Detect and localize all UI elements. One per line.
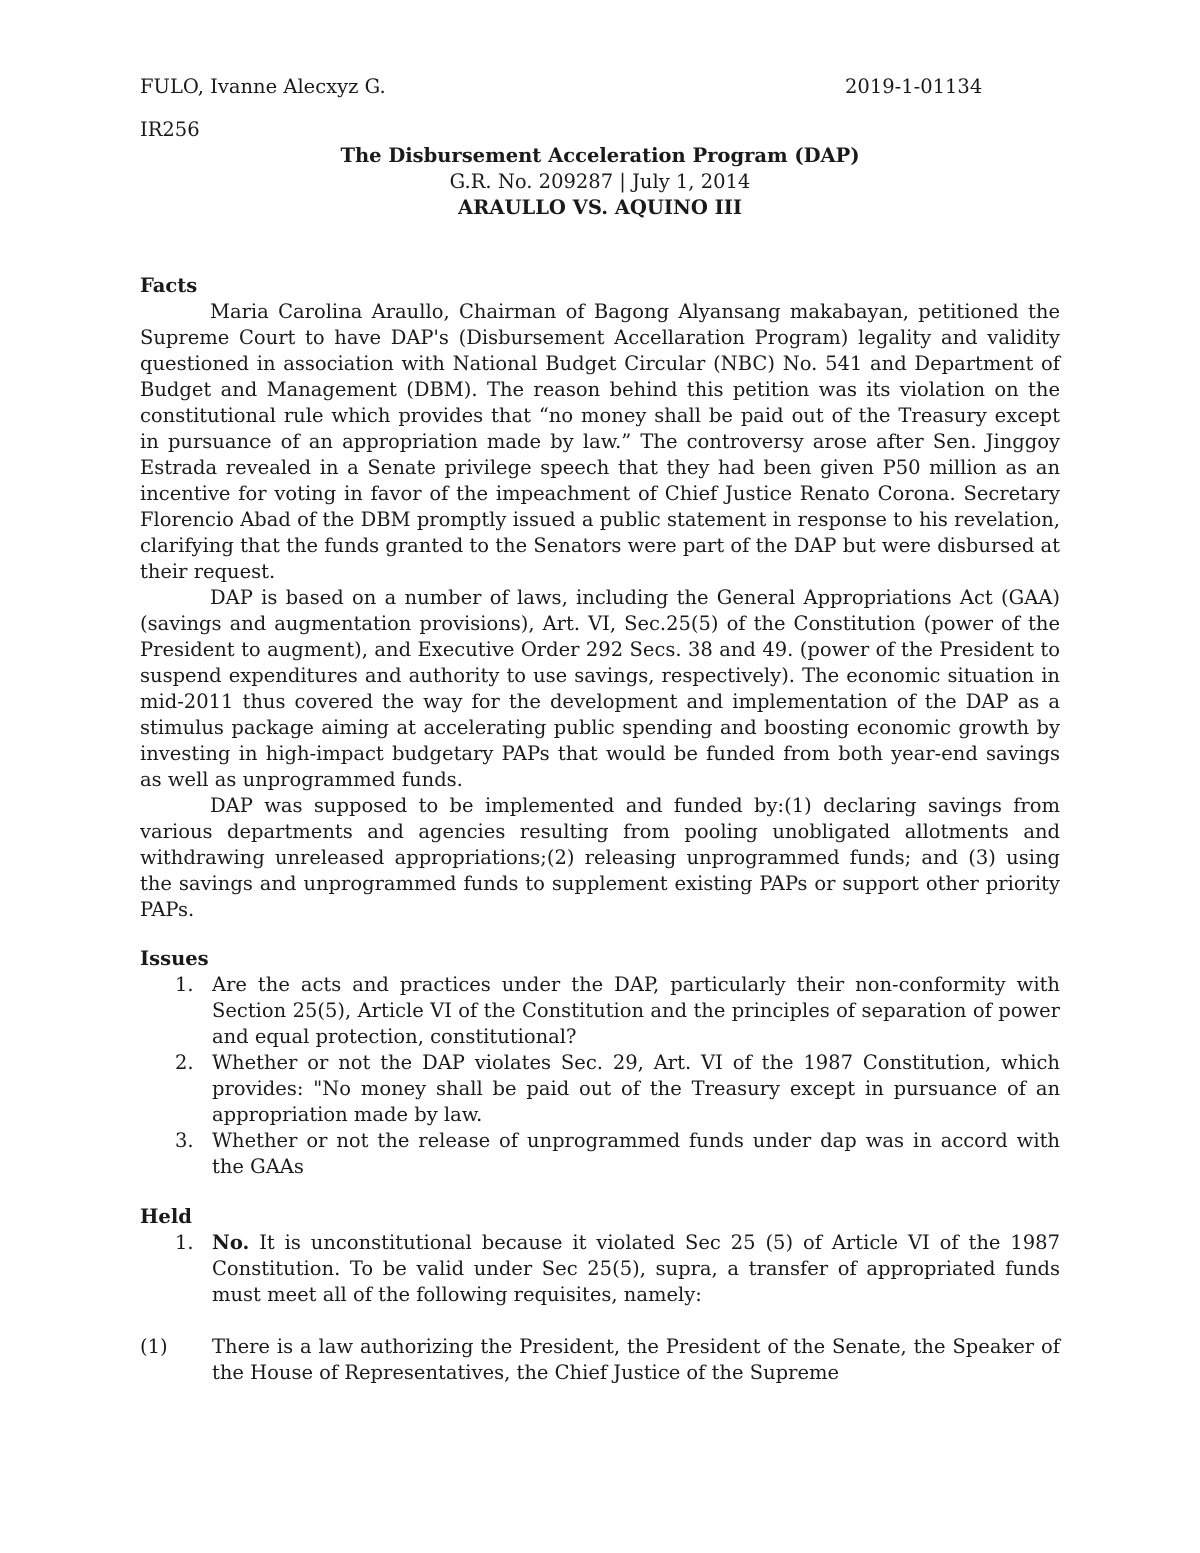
- facts-paragraph: DAP was supposed to be implemented and funded by:(1) declaring savings from various departments and agencies resulting from pooling unobligated allotments and withdrawing unreleased appropriations;(2) releasing unprogrammed funds; and (3) using the savings and unprogrammed funds to supplement existing PAPs or support other priority PAPs.: [140, 794, 1060, 921]
- requisite-item: [140, 1334, 1060, 1386]
- issue-text: Whether or not the DAP violates Sec. 29, Art. VI of the 1987 Constitution, which provides: "No money shall be paid out of the Treasury except in pursuance of an appropriation made by law.: [212, 1051, 1060, 1126]
- issue-text: Whether or not the release of unprogrammed funds under dap was in accord with the GAAs: [212, 1129, 1060, 1178]
- course-code: IR256: [140, 118, 200, 141]
- student-number: 2019-1-01134: [845, 75, 983, 98]
- issue-number: 1.: [175, 973, 194, 996]
- held-number: 1.: [175, 1231, 194, 1254]
- facts-paragraph: DAP is based on a number of laws, including the General Appropriations Act (GAA) (savings and augmentation provisions), Art. VI, Sec.25(5) of the Constitution (power of the President to augment), and Executive Order 292 Secs. 38 and 49. (power of the President to suspend expenditures and authority to use savings, respectively). The economic situation in mid-2011 thus covered the way for the development and implementation of the DAP as a stimulus package aiming at accelerating public spending and boosting economic growth by investing in high-impact budgetary PAPs that would be funded from both year-end savings as well as unprogrammed funds.: [140, 586, 1060, 791]
- student-name: FULO, Ivanne Alecxyz G.: [140, 75, 386, 98]
- held-answer: No.: [212, 1231, 250, 1254]
- case-name: ARAULLO VS. AQUINO III: [458, 196, 742, 219]
- facts-paragraph: Maria Carolina Araullo, Chairman of Bagong Alyansang makabayan, petitioned the Supreme Court to have DAP's (Disbursement Accellaration Program) legality and validity questioned in association with National Budget Circular (NBC) No. 541 and Department of Budget and Management (DBM). The reason behind this petition was its violation on the constitutional rule which provides that “no money shall be paid out of the Treasury except in pursuance of an appropriation made by law.” The controversy arose after Sen. Jinggoy Estrada revealed in a Senate privilege speech that they had been given P50 million as an incentive for voting in favor of the impeachment of Chief Justice Renato Corona. Secretary Florencio Abad of the DBM promptly issued a public statement in response to his revelation, clarifying that the funds granted to the Senators were part of the DAP but were disbursed at their request.: [140, 300, 1060, 583]
- issue-item: [140, 1128, 1060, 1180]
- requisite-number: (1): [140, 1335, 168, 1358]
- title-block: [140, 143, 1060, 221]
- issues-list: [140, 972, 1060, 1180]
- requisite-text: There is a law authorizing the President, the President of the Senate, the Speaker of the House of Representatives, the Chief Justice of the Supreme: [212, 1335, 1060, 1384]
- issue-item: [140, 1050, 1060, 1128]
- issues-heading: Issues: [140, 947, 209, 970]
- held-text: It is unconstitutional because it violated Sec 25 (5) of Article VI of the 1987 Constitution. To be valid under Sec 25(5), supra, a transfer of appropriated funds must meet all of the following requisites, namely:: [212, 1231, 1060, 1306]
- case-citation: G.R. No. 209287 | July 1, 2014: [449, 170, 751, 193]
- issue-number: 2.: [175, 1051, 194, 1074]
- facts-heading: Facts: [140, 274, 198, 297]
- issues-section: [140, 946, 1060, 1180]
- held-list: [140, 1230, 1060, 1308]
- document-title: The Disbursement Acceleration Program (DAP): [340, 144, 860, 167]
- facts-section: [140, 273, 1060, 923]
- issue-text: Are the acts and practices under the DAP, particularly their non-conformity with Section 25(5), Article VI of the Constitution and the principles of separation of power and equal protection, constitutional?: [212, 973, 1060, 1048]
- held-item: [140, 1230, 1060, 1308]
- issue-number: 3.: [175, 1129, 194, 1152]
- held-section: [140, 1204, 1060, 1386]
- issue-item: [140, 972, 1060, 1050]
- held-heading: Held: [140, 1205, 192, 1228]
